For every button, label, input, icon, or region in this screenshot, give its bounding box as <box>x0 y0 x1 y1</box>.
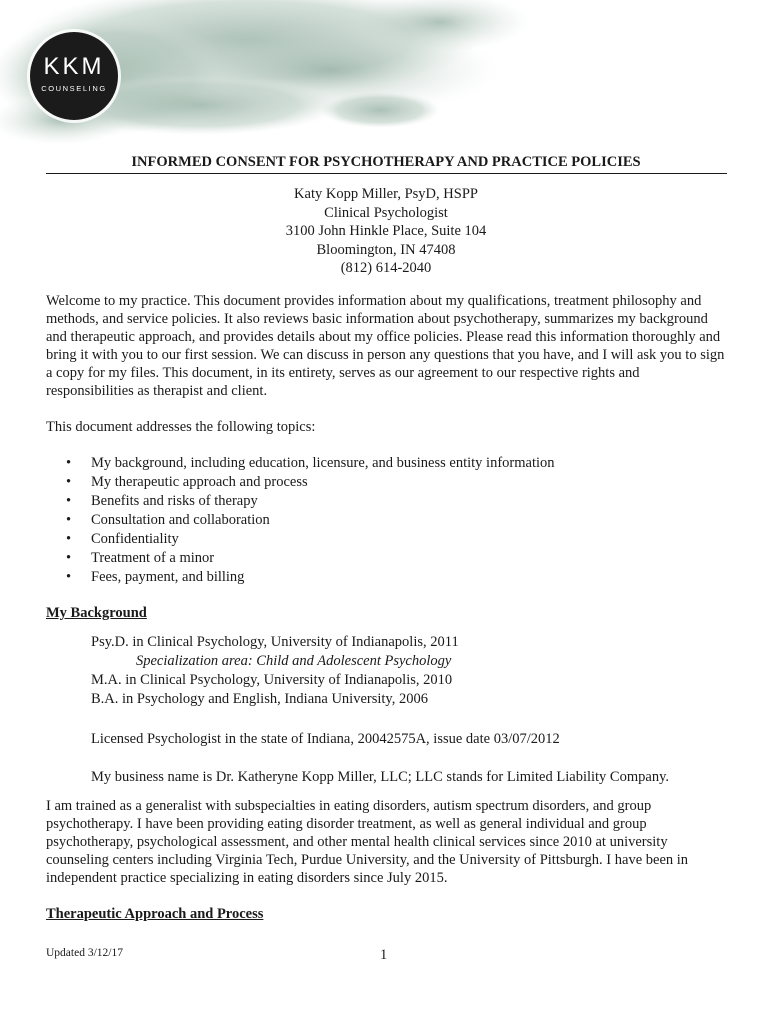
logo-wordmark: KKM <box>43 53 105 80</box>
topic-text: Confidentiality <box>91 531 179 547</box>
contact-header <box>46 185 726 278</box>
topics-intro: This document addresses the following topics: <box>46 419 316 435</box>
page-number: 1 <box>380 947 388 963</box>
list-item <box>46 492 726 511</box>
logo-subtitle: COUNSELING <box>41 84 107 93</box>
topics-list <box>46 454 726 587</box>
bullet-icon: • <box>66 550 72 566</box>
section-heading-therapeutic-approach: Therapeutic Approach and Process <box>46 906 264 922</box>
kkm-logo <box>30 32 118 120</box>
updated-date: Updated 3/12/17 <box>46 947 123 959</box>
bullet-icon: • <box>66 455 72 471</box>
intro-paragraph: Welcome to my practice. This document provides information about my qualifications, treatment philosophy and methods, and service policies. It also reviews basic information about psychotherapy, summarizes my background and therapeutic approach, and provides details about my office policies. Please read this information thoroughly and bring it with you to our first session. We can discuss in person any questions that you have, and I will ask you to sign a copy for my files. This document, in its entirety, serves as our agreement to our respective rights and responsibilities as therapist and client. <box>46 293 725 399</box>
bullet-icon: • <box>66 512 72 528</box>
specialization-area: Specialization area: Child and Adolescent Psychology <box>136 653 452 669</box>
list-item <box>46 530 726 549</box>
list-item <box>46 473 726 492</box>
provider-name: Katy Kopp Miller, PsyD, HSPP <box>294 186 478 202</box>
list-item <box>46 568 726 587</box>
bullet-icon: • <box>66 531 72 547</box>
topic-text: Fees, payment, and billing <box>91 569 245 585</box>
address-line-1: 3100 John Hinkle Place, Suite 104 <box>285 223 487 239</box>
training-paragraph: I am trained as a generalist with subspecialties in eating disorders, autism spectrum disorders, and group psychotherapy. I have been providing eating disorder treatment, as well as general individual and group psychotherapy, psychological assessment, and other mental health clinical services since 2010 at university counseling centers including Virginia Tech, Purdue University, and the University of Pittsburgh. I have been in independent practice specializing in eating disorders since July 2015. <box>46 798 689 886</box>
topic-text: My background, including education, licensure, and business entity information <box>91 455 555 471</box>
topic-text: Treatment of a minor <box>91 550 215 566</box>
list-item <box>46 511 726 530</box>
document-title: INFORMED CONSENT FOR PSYCHOTHERAPY AND PRACTICE POLICIES <box>131 154 641 170</box>
degree-psyd: Psy.D. in Clinical Psychology, University of Indianapolis, 2011 <box>91 634 459 650</box>
bullet-icon: • <box>66 569 72 585</box>
education-list <box>91 633 459 709</box>
bullet-icon: • <box>66 493 72 509</box>
phone-number: (812) 614-2040 <box>340 260 432 276</box>
degree-ma: M.A. in Clinical Psychology, University of Indianapolis, 2010 <box>91 672 453 688</box>
list-item <box>46 454 726 473</box>
section-heading-my-background: My Background <box>46 605 147 621</box>
provider-role: Clinical Psychologist <box>324 204 448 221</box>
address-line-2: Bloomington, IN 47408 <box>316 241 456 258</box>
title-divider <box>46 173 727 174</box>
degree-ba: B.A. in Psychology and English, Indiana University, 2006 <box>91 691 428 707</box>
business-statement: My business name is Dr. Katheryne Kopp Miller, LLC; LLC stands for Limited Liability Company. <box>91 769 669 785</box>
topic-text: My therapeutic approach and process <box>91 474 308 490</box>
license-statement: Licensed Psychologist in the state of Indiana, 20042575A, issue date 03/07/2012 <box>91 731 560 747</box>
list-item <box>46 549 726 568</box>
topic-text: Consultation and collaboration <box>91 512 270 528</box>
topic-text: Benefits and risks of therapy <box>91 493 258 509</box>
bullet-icon: • <box>66 474 72 490</box>
